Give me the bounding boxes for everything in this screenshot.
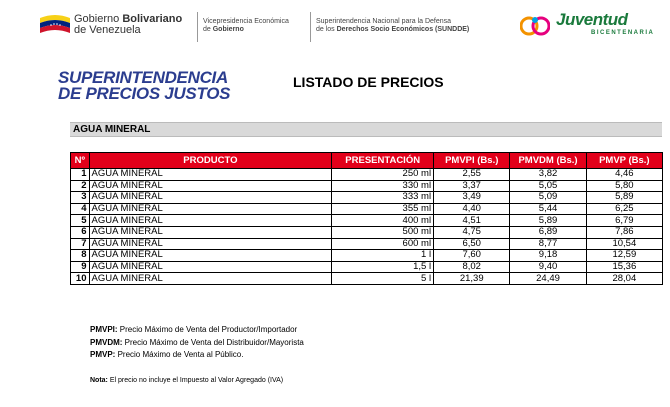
section-title: AGUA MINERAL bbox=[73, 124, 151, 135]
pmvp-cell: 6,25 bbox=[586, 203, 662, 215]
pmvdm-cell: 24,49 bbox=[510, 273, 586, 285]
table-row bbox=[71, 192, 663, 204]
legend bbox=[90, 324, 304, 362]
product-cell: AGUA MINERAL bbox=[89, 203, 332, 215]
legend-item: PMVPI: Precio Máximo de Venta del Productor/Importador bbox=[90, 325, 298, 334]
table-row bbox=[71, 180, 663, 192]
table-row bbox=[71, 226, 663, 238]
pmvdm-cell: 5,05 bbox=[510, 180, 586, 192]
presentation-cell: 330 ml bbox=[332, 180, 434, 192]
pmvp-cell: 4,46 bbox=[586, 169, 662, 181]
presentation-cell: 250 ml bbox=[332, 169, 434, 181]
pmvdm-cell: 9,18 bbox=[510, 250, 586, 262]
divider bbox=[197, 12, 198, 42]
pmvdm-cell: 9,40 bbox=[510, 261, 586, 273]
product-cell: AGUA MINERAL bbox=[89, 180, 332, 192]
product-cell: AGUA MINERAL bbox=[89, 238, 332, 250]
table-row bbox=[71, 215, 663, 227]
pmvp-cell: 28,04 bbox=[586, 273, 662, 285]
row-number: 8 bbox=[71, 250, 90, 262]
presentation-cell: 333 ml bbox=[332, 192, 434, 204]
product-cell: AGUA MINERAL bbox=[89, 250, 332, 262]
pmvdm-cell: 3,82 bbox=[510, 169, 586, 181]
product-cell: AGUA MINERAL bbox=[89, 215, 332, 227]
sundde-label: Superintendencia Nacional para la Defensa de los Derechos Socio Económicos (SUNDDE) bbox=[316, 18, 470, 33]
pmvp-cell: 12,59 bbox=[586, 250, 662, 262]
pmvp-cell: 7,86 bbox=[586, 226, 662, 238]
presentation-cell: 500 ml bbox=[332, 226, 434, 238]
table-row bbox=[71, 169, 663, 181]
column-header-pmvpi: PMVPI (Bs.) bbox=[434, 153, 510, 169]
row-number: 9 bbox=[71, 261, 90, 273]
pmvp-cell: 5,89 bbox=[586, 192, 662, 204]
product-cell: AGUA MINERAL bbox=[89, 273, 332, 285]
row-number: 3 bbox=[71, 192, 90, 204]
pmvpi-cell: 4,75 bbox=[434, 226, 510, 238]
pmvp-cell: 10,54 bbox=[586, 238, 662, 250]
presentation-cell: 5 l bbox=[332, 273, 434, 285]
table-row bbox=[71, 238, 663, 250]
column-header-pmvp: PMVP (Bs.) bbox=[586, 153, 662, 169]
row-number: 4 bbox=[71, 203, 90, 215]
table-header-row bbox=[71, 153, 663, 169]
column-header-number: Nº bbox=[71, 153, 90, 169]
row-number: 5 bbox=[71, 215, 90, 227]
row-number: 6 bbox=[71, 226, 90, 238]
gov-logo-text: Gobierno Bolivariano de Venezuela bbox=[74, 13, 183, 36]
brand-title: SUPERINTENDENCIA DE PRECIOS JUSTOS bbox=[58, 68, 231, 103]
legend-item: PMVDM: Precio Máximo de Venta del Distribuidor/Mayorista bbox=[90, 337, 304, 347]
row-number: 10 bbox=[71, 273, 90, 285]
bicentenaria-logo-text: BICENTENARIA bbox=[591, 30, 655, 36]
pmvpi-cell: 21,39 bbox=[434, 273, 510, 285]
pmvdm-cell: 6,89 bbox=[510, 226, 586, 238]
vice-presidency-label: Vicepresidencia Económica de Gobierno bbox=[203, 18, 289, 33]
price-table bbox=[70, 152, 663, 285]
pmvp-cell: 6,79 bbox=[586, 215, 662, 227]
juventud-logo-text: Juventud bbox=[556, 10, 628, 29]
divider bbox=[310, 12, 311, 42]
row-number: 2 bbox=[71, 180, 90, 192]
section-header bbox=[70, 122, 662, 137]
product-cell: AGUA MINERAL bbox=[89, 261, 332, 273]
presentation-cell: 600 ml bbox=[332, 238, 434, 250]
pmvdm-cell: 8,77 bbox=[510, 238, 586, 250]
table-row bbox=[71, 261, 663, 273]
pmvpi-cell: 3,49 bbox=[434, 192, 510, 204]
footnote: Nota: El precio no incluye el Impuesto al Valor Agregado (IVA) bbox=[90, 377, 284, 384]
pmvpi-cell: 2,55 bbox=[434, 169, 510, 181]
presentation-cell: 400 ml bbox=[332, 215, 434, 227]
juventud-logo-icon bbox=[520, 12, 550, 40]
column-header-presentation: PRESENTACIÓN bbox=[332, 153, 434, 169]
presentation-cell: 1 l bbox=[332, 250, 434, 262]
pmvp-cell: 15,36 bbox=[586, 261, 662, 273]
column-header-product: PRODUCTO bbox=[89, 153, 332, 169]
pmvpi-cell: 8,02 bbox=[434, 261, 510, 273]
presentation-cell: 355 ml bbox=[332, 203, 434, 215]
table-row bbox=[71, 273, 663, 285]
product-cell: AGUA MINERAL bbox=[89, 169, 332, 181]
pmvp-cell: 5,80 bbox=[586, 180, 662, 192]
presentation-cell: 1,5 l bbox=[332, 261, 434, 273]
product-cell: AGUA MINERAL bbox=[89, 226, 332, 238]
venezuela-flag-icon bbox=[38, 12, 72, 38]
legend-item: PMVP: Precio Máximo de Venta al Público. bbox=[90, 350, 244, 359]
pmvpi-cell: 4,40 bbox=[434, 203, 510, 215]
pmvdm-cell: 5,89 bbox=[510, 215, 586, 227]
pmvdm-cell: 5,44 bbox=[510, 203, 586, 215]
table-row bbox=[71, 203, 663, 215]
pmvpi-cell: 4,51 bbox=[434, 215, 510, 227]
pmvdm-cell: 5,09 bbox=[510, 192, 586, 204]
page-title: LISTADO DE PRECIOS bbox=[293, 74, 444, 90]
row-number: 1 bbox=[71, 169, 90, 181]
product-cell: AGUA MINERAL bbox=[89, 192, 332, 204]
pmvpi-cell: 3,37 bbox=[434, 180, 510, 192]
column-header-pmvdm: PMVDM (Bs.) bbox=[510, 153, 586, 169]
table-row bbox=[71, 250, 663, 262]
pmvpi-cell: 6,50 bbox=[434, 238, 510, 250]
header-banner bbox=[0, 0, 670, 52]
pmvpi-cell: 7,60 bbox=[434, 250, 510, 262]
row-number: 7 bbox=[71, 238, 90, 250]
